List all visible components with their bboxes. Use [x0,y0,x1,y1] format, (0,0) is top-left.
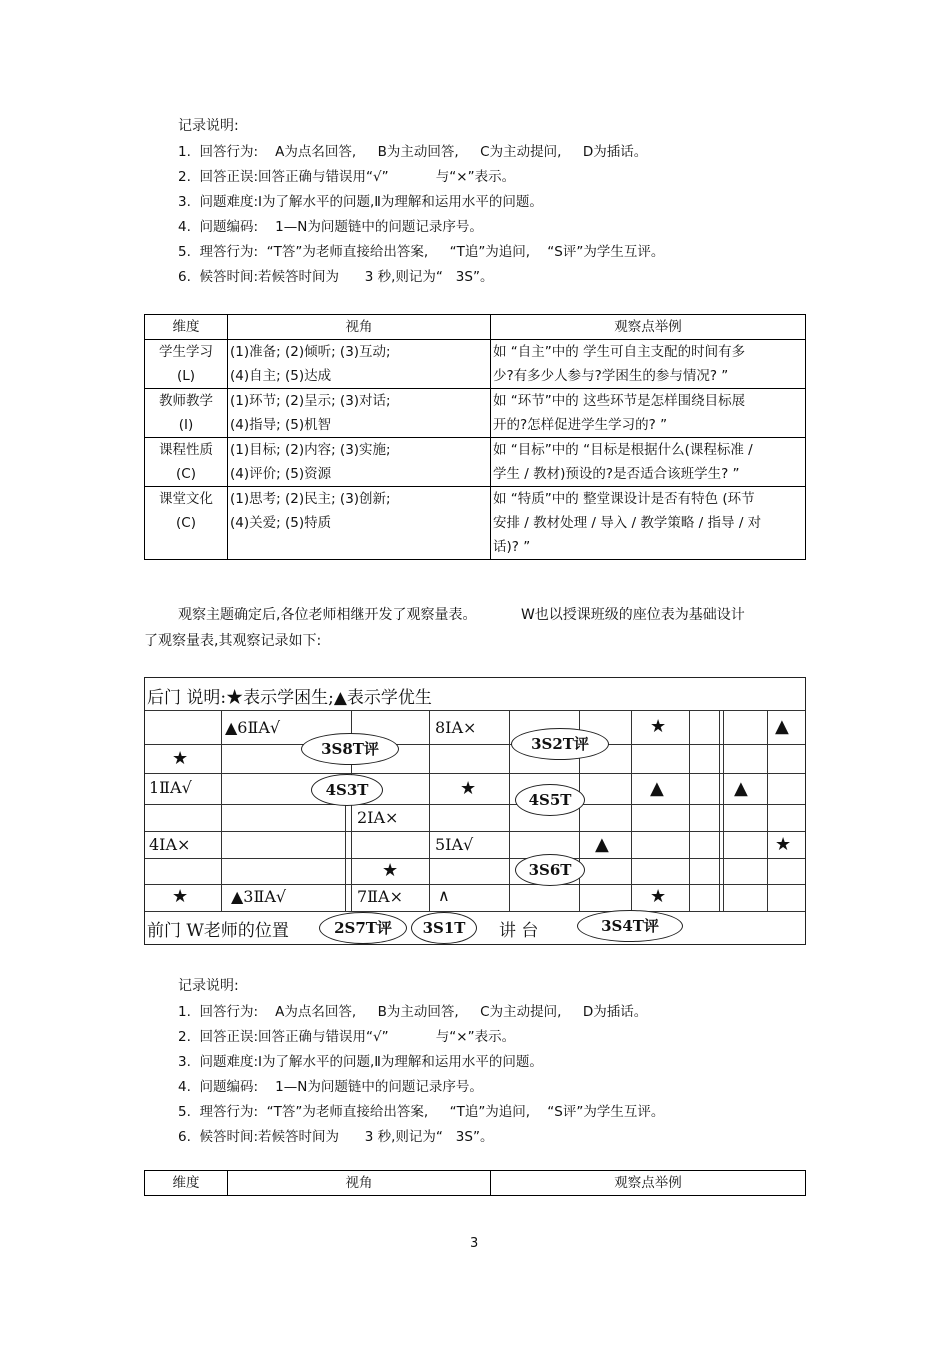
header-dimension: 维度 [145,1171,228,1196]
seat-record: 8ⅠA× [435,718,477,737]
example-line: 少?有多少人参与?学困生的参与情况? ” [493,368,729,384]
bubble-note: 3S4T评 [577,910,683,942]
note-item: 2. 回答正误:回答正确与错误用“√” 与“×”表示。 [178,169,516,185]
example-line: 如 “环节”中的 这些环节是怎样围绕目标展 [493,393,746,409]
seat-record: 2ⅠA× [357,808,399,827]
note-item: 4. 问题编码: 1—N为问题链中的问题记录序号。 [178,1079,483,1095]
table-header-row [145,315,806,340]
dim-name: 学生学习 [159,344,213,360]
bubble-note: 3S1T [411,912,477,944]
note-item: 5. 理答行为: “T答”为老师直接给出答案, “T追”为追问, “S评”为学生互评。 [178,1104,665,1120]
note-item: 1. 回答行为: A为点名回答, B为主动回答, C为主动提问, D为插话。 [178,144,648,160]
seat-chart [144,677,806,945]
example-line: 如 “目标”中的 “目标是根据什么(课程标准 / [493,442,753,458]
view-line: (4)关爱; (5)特质 [230,515,332,531]
dim-code: (C) [176,466,196,482]
table-row [145,487,806,560]
seat-record: 1ⅡA√ [149,778,192,797]
star-icon: ★ [172,748,189,769]
example-line: 安排 / 教材处理 / 导入 / 教学策略 / 指导 / 对 [493,515,762,531]
podium-label: 讲 台 [499,921,539,941]
header-view: 视角 [228,1171,491,1196]
note-item: 4. 问题编码: 1—N为问题链中的问题记录序号。 [178,219,483,235]
bubble-note: 3S6T [515,854,585,886]
example-line: 话)? ” [493,539,531,555]
note-item: 1. 回答行为: A为点名回答, B为主动回答, C为主动提问, D为插话。 [178,1004,648,1020]
bottom-dimension-table [144,1170,806,1196]
example-line: 如 “自主”中的 学生可自主支配的时间有多 [493,344,746,360]
notes-title: 记录说明: [178,978,239,994]
notes-title: 记录说明: [178,118,239,134]
star-icon: ★ [172,886,189,907]
caret-mark: ∧ [438,886,450,905]
table-row [145,438,806,487]
dim-name: 课堂文化 [159,491,213,507]
note-item: 3. 问题难度:Ⅰ为了解水平的问题,Ⅱ为理解和运用水平的问题。 [178,1054,543,1070]
paragraph-line: 了观察量表,其观察记录如下: [144,633,322,649]
seat-record: ▲3ⅡA√ [231,887,287,906]
table-row [145,340,806,389]
seat-record: ▲6ⅡA√ [225,718,281,737]
paragraph-line: 观察主题确定后,各位老师相继开发了观察量表。 W也以授课班级的座位表为基础设计 [178,607,745,623]
seat-record: 7ⅡA× [357,887,404,906]
dim-code: (C) [176,515,196,531]
bubble-note: 4S5T [515,784,585,816]
page-number: 3 [470,1236,479,1251]
triangle-icon: ▲ [595,834,609,855]
star-icon: ★ [382,860,399,881]
note-item: 6. 候答时间:若候答时间为 3 秒,则记为“ 3S”。 [178,269,494,285]
bubble-note: 2S7T评 [319,912,407,944]
table-header-row [145,1171,806,1196]
seat-record: 5ⅠA√ [435,835,474,854]
note-item: 2. 回答正误:回答正确与错误用“√” 与“×”表示。 [178,1029,516,1045]
table-row [145,389,806,438]
note-item: 6. 候答时间:若候答时间为 3 秒,则记为“ 3S”。 [178,1129,494,1145]
star-icon: ★ [650,716,667,737]
header-example: 观察点举例 [491,315,806,340]
bubble-note: 4S3T [311,774,383,806]
note-item: 5. 理答行为: “T答”为老师直接给出答案, “T追”为追问, “S评”为学生互评。 [178,244,665,260]
view-line: (1)目标; (2)内容; (3)实施; [230,442,391,458]
header-view: 视角 [228,315,491,340]
dim-code: (I) [178,417,194,433]
seat-chart-header: 后门 说明:★表示学困生;▲表示学优生 [147,688,432,708]
example-line: 学生 / 教材)预设的?是否适合该班学生? ” [493,466,740,482]
triangle-icon: ▲ [734,778,748,799]
view-line: (4)指导; (5)机智 [230,417,332,433]
view-line: (4)自主; (5)达成 [230,368,332,384]
header-example: 观察点举例 [491,1171,806,1196]
example-line: 开的?怎样促进学生学习的? ” [493,417,668,433]
dim-code: (L) [176,368,196,384]
view-line: (1)环节; (2)呈示; (3)对话; [230,393,391,409]
header-dimension: 维度 [145,315,228,340]
star-icon: ★ [775,834,792,855]
seat-chart-footer: 前门 W老师的位置 [147,921,289,941]
example-line: 如 “特质”中的 整堂课设计是否有特色 (环节 [493,491,755,507]
view-line: (4)评价; (5)资源 [230,466,332,482]
triangle-icon: ▲ [775,716,789,737]
dimension-table [144,314,806,560]
dim-name: 课程性质 [159,442,213,458]
view-line: (1)准备; (2)倾听; (3)互动; [230,344,391,360]
dim-name: 教师教学 [159,393,213,409]
star-icon: ★ [460,778,477,799]
triangle-icon: ▲ [650,778,664,799]
bubble-note: 3S2T评 [511,728,609,760]
seat-record: 4ⅠA× [149,835,191,854]
star-icon: ★ [650,886,667,907]
note-item: 3. 问题难度:Ⅰ为了解水平的问题,Ⅱ为理解和运用水平的问题。 [178,194,543,210]
bubble-note: 3S8T评 [301,733,399,765]
view-line: (1)思考; (2)民主; (3)创新; [230,491,391,507]
